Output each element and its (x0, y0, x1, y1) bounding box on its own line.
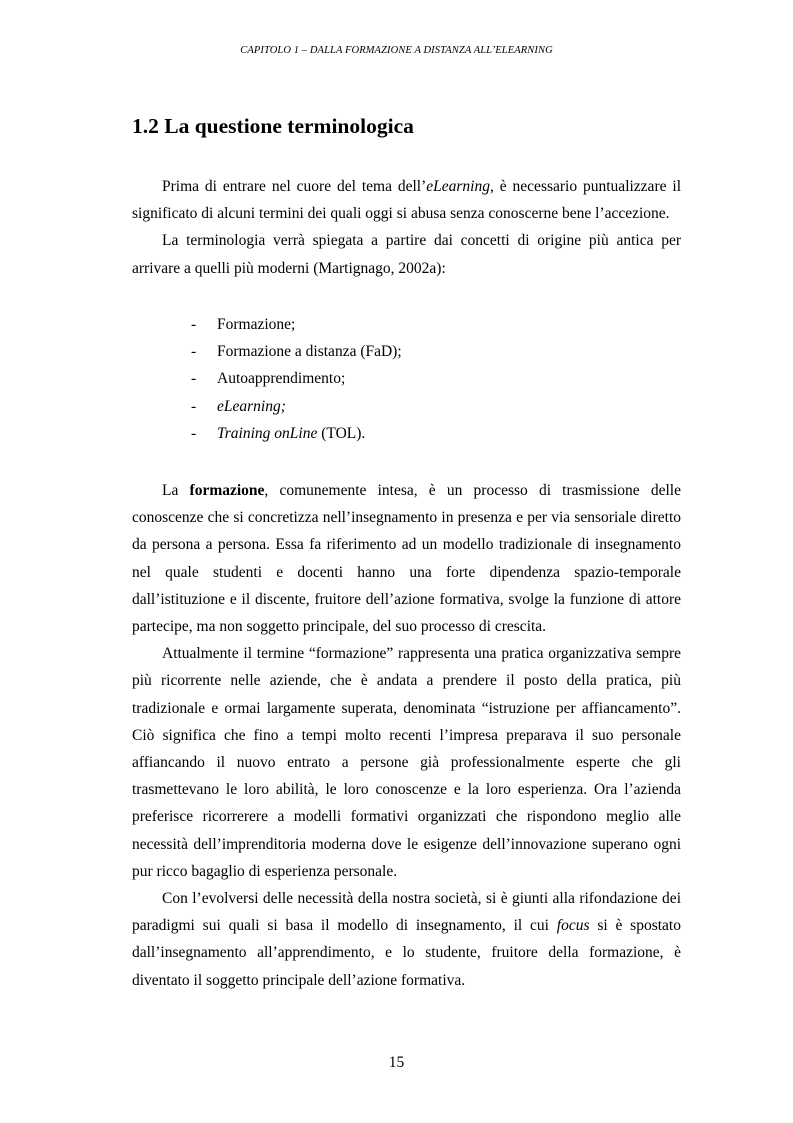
list-item-text: (TOL). (317, 424, 366, 442)
intro-paragraph-2: La terminologia verrà spiegata a partire dai concetti di origine più antica per arrivare a quelli più moderni (Martignago, 2002a): (132, 232, 681, 277)
list-item (132, 311, 681, 338)
body-block (132, 477, 681, 994)
text-span: , comunemente intesa, è un processo di trasmissione delle conoscenze che si concretizza nell’insegnamento in presenza e per via sensoriale diretto da persona a persona. Essa fa riferimento ad un modello tradizionale di insegnamento nel quale studenti e docenti hanno una forte dipendenza spazio-temporale dall’istituzione e il discente, fruitore dell’azione formativa, svolge la funzione di attore partecipe, ma non soggetto principale, del suo processo di crescita. (132, 482, 681, 636)
list-item-text: Formazione a distanza (FaD); (217, 343, 402, 361)
text-span: La (162, 482, 190, 499)
text-span: , è necessario puntualizzare il significato di alcuni termini dei quali oggi si abusa senza conoscerne bene l’accezione. (132, 178, 682, 223)
body-paragraph-attualmente: Attualmente il termine “formazione” rappresenta una pratica organizzativa sempre più ricorrente nelle aziende, che è andata a prendere il posto della pratica, più tradizionale e ormai largamente superata, denominata “istruzione per affiancamento”. Ciò significa che fino a tempi molto recenti l’impresa preparava il suo personale affiancando il nuovo entrato a persone già professionalmente esperte che gli trasmettevano le loro abilità, le loro conoscenze e la loro esperienza. Ora l’azienda preferisce ricorrerere a modelli formativi organizzati che rispondono meglio alle necessità dell’imprenditoria moderna dove le esigenze dell’innovazione superano ogni pur ricco bagaglio di esperienza personale. (132, 645, 681, 880)
running-header: CAPITOLO 1 – DALLA FORMAZIONE A DISTANZA ALL’ELEARNING (240, 45, 553, 56)
list-item-text: eLearning; (217, 397, 286, 415)
section-title: 1.2 La questione terminologica (132, 114, 414, 138)
list-dash: - (191, 343, 197, 361)
list-dash: - (191, 424, 197, 442)
list-item (132, 393, 681, 420)
page-number: 15 (388, 1054, 405, 1071)
body-paragraph-evolversi (132, 885, 681, 994)
text-span: si è spostato dall’insegnamento all’apprendimento, e lo studente, fruitore della formazione, è diventato il soggetto principale dell’azione formativa. (132, 917, 681, 989)
list-dash: - (191, 370, 197, 388)
terms-list-block (132, 311, 681, 447)
text-span: Con l’evolversi delle necessità della nostra società, si è giunti alla rifondazione dei paradigmi sui quali si basa il modello di insegnamento, il cui (132, 890, 681, 935)
emphasis-focus: focus (556, 917, 590, 935)
list-item-text: Autoapprendimento; (217, 370, 346, 388)
body-paragraph-formazione (132, 477, 681, 640)
emphasis-elearning: eLearning (426, 178, 490, 195)
list-item-text: Training onLine (217, 424, 318, 442)
bold-term-formazione: formazione (189, 482, 265, 499)
list-item (132, 338, 681, 365)
text-span: Prima di entrare nel cuore del tema dell’ (162, 178, 427, 195)
list-item-text: Formazione; (217, 316, 296, 333)
terms-list (132, 311, 681, 447)
list-item (132, 420, 681, 447)
list-dash: - (191, 316, 197, 333)
intro-paragraph-1 (132, 173, 681, 227)
list-dash: - (191, 397, 197, 415)
intro-block (132, 173, 681, 282)
list-item (132, 365, 681, 392)
